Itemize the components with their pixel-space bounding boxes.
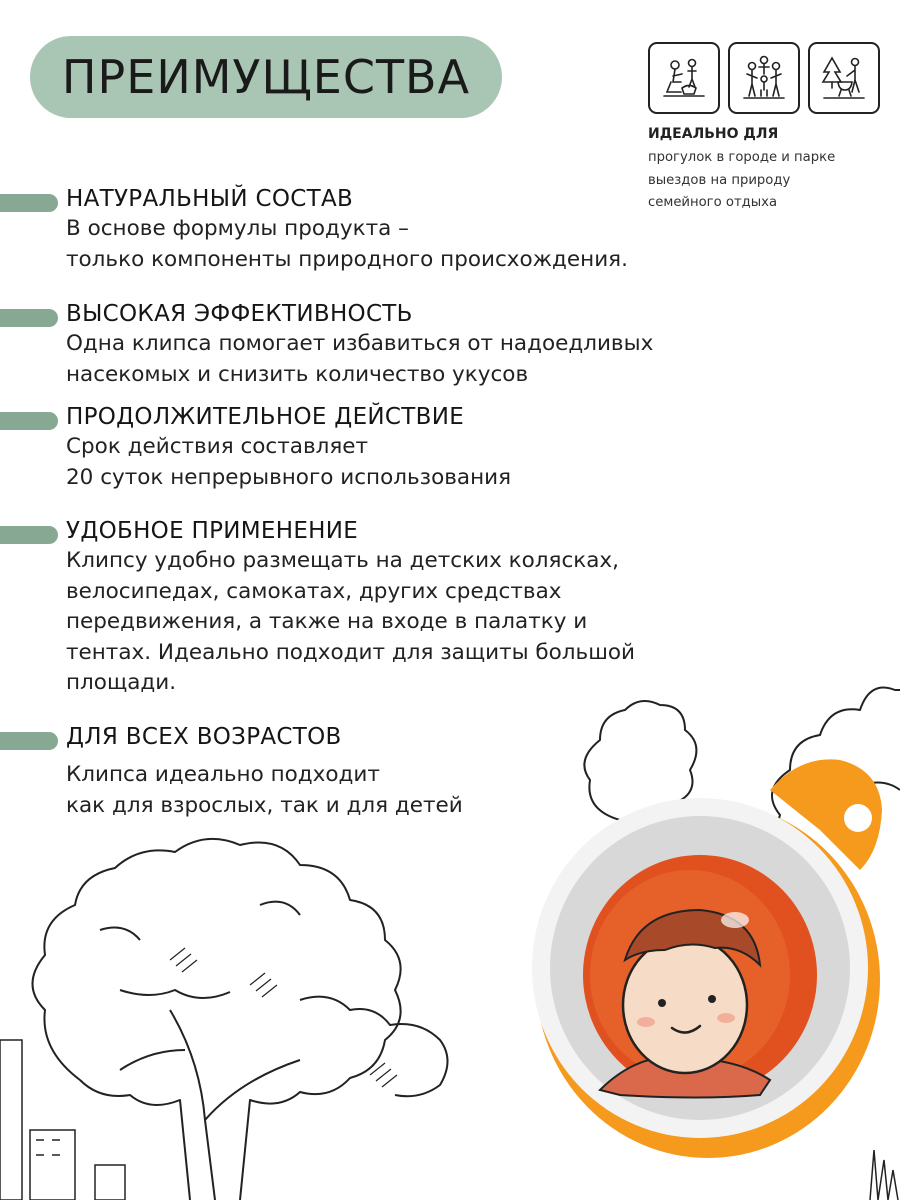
- feature-text: В основе формулы продукта – только компоненты природного происхождения.: [66, 216, 628, 272]
- family-group-icon: [728, 42, 800, 114]
- feature-title: ПРОДОЛЖИТЕЛЬНОЕ ДЕЙСТВИЕ: [66, 404, 465, 430]
- product-clip-icon: [532, 759, 882, 1158]
- ideal-for-heading: ИДЕАЛЬНО ДЛЯ: [648, 126, 779, 142]
- ideal-for-item: прогулок в городе и парке: [648, 150, 836, 165]
- feature-title: НАТУРАЛЬНЫЙ СОСТАВ: [66, 186, 354, 212]
- feature-text: Срок действия составляет 20 суток непрерывного использования: [66, 434, 512, 490]
- feature-bullet: [0, 309, 58, 327]
- feature-bullet: [0, 412, 58, 430]
- tree-large-icon: [33, 839, 448, 1200]
- outdoor-barbecue-icon: [808, 42, 880, 114]
- feature-bullet: [0, 526, 58, 544]
- title-banner: [30, 36, 502, 118]
- feature-title: ВЫСОКАЯ ЭФФЕКТИВНОСТЬ: [66, 301, 413, 327]
- ideal-for-block: [648, 126, 888, 215]
- feature-text: Клипсу удобно размещать на детских колясках, велосипедах, самокатах, других средствах передвижения, а также на входе в палатку и тентах. Идеально подходит для защиты большой площади.: [66, 548, 636, 695]
- feature-title: УДОБНОЕ ПРИМЕНЕНИЕ: [66, 518, 359, 544]
- feature-text: Одна клипса помогает избавиться от надоедливых насекомых и снизить количество укусов: [66, 331, 654, 387]
- feature-title: ДЛЯ ВСЕХ ВОЗРАСТОВ: [66, 724, 342, 750]
- feature-bullet: [0, 194, 58, 212]
- page-title: ПРЕИМУЩЕСТВА: [61, 50, 471, 104]
- family-picnic-icon: [648, 42, 720, 114]
- park-illustration: [0, 600, 900, 1200]
- feature-text: Клипса идеально подходит как для взрослых, так и для детей: [66, 762, 463, 818]
- grass-icon: [870, 1150, 898, 1200]
- ideal-for-item: выездов на природу: [648, 172, 791, 188]
- ideal-for-item: семейного отдыха: [648, 195, 778, 210]
- ideal-for-icons: [648, 42, 880, 114]
